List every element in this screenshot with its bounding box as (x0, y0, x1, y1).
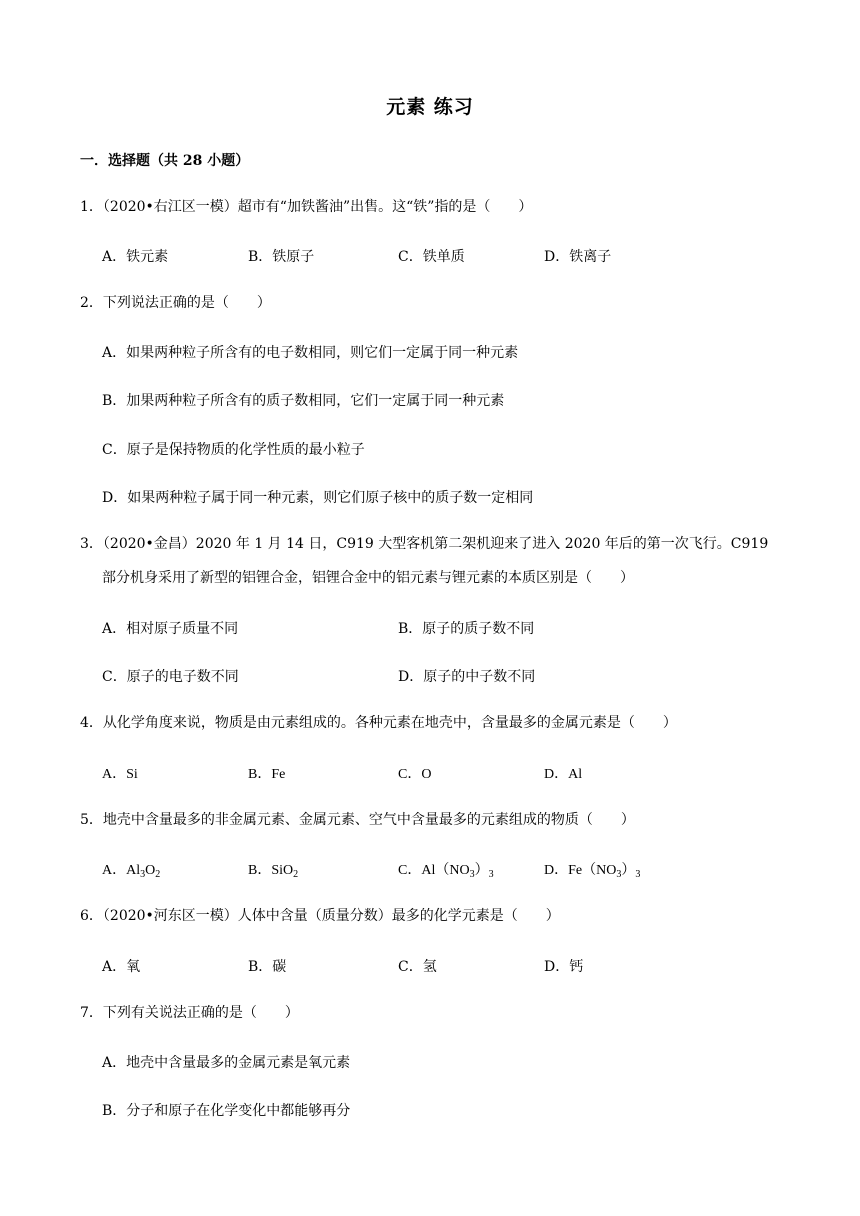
question-1-option-c: C．铁单质 (398, 249, 465, 265)
question-6-option-c: C．氢 (398, 959, 437, 975)
question-4-option-c: C．O (398, 767, 432, 782)
subscript: 2 (293, 869, 299, 880)
question-4-option-b: B．Fe (248, 767, 286, 782)
question-6-option-d: D．钙 (544, 959, 584, 975)
question-6-stem: 6．（2020•河东区一模）人体中含量（质量分数）最多的化学元素是（ ） (80, 908, 560, 924)
question-2-option-d: D．如果两种粒子属于同一种元素，则它们原子核中的质子数一定相同 (102, 490, 534, 506)
question-3-option-c: C．原子的电子数不同 (102, 669, 239, 685)
section-heading: 一．选择题（共 28 小题） (80, 153, 250, 169)
question-5-option-d (544, 859, 640, 879)
question-4-option-d: D．Al (544, 767, 583, 782)
formula-text: O (145, 863, 156, 878)
question-1-option-a: A．铁元素 (102, 249, 169, 265)
question-2-option-a: A．如果两种粒子所含有的电子数相同，则它们一定属于同一种元素 (102, 345, 519, 361)
subscript: 3 (140, 869, 146, 880)
question-7-option-a: A．地壳中含量最多的金属元素是氧元素 (102, 1055, 351, 1071)
question-2-stem: 2．下列说法正确的是（ ） (80, 295, 271, 311)
formula-text: ） (621, 863, 636, 878)
question-3-option-b: B．原子的质子数不同 (398, 621, 535, 637)
question-3-option-d: D．原子的中子数不同 (398, 669, 536, 685)
question-6-option-b: B．碳 (248, 959, 287, 975)
question-3-stem-line-1: 3．（2020•金昌）2020 年 1 月 14 日，C919 大型客机第二架机迎来了进入 2020 年后的第一次飞行。C919 (80, 536, 769, 552)
question-4-stem: 4．从化学角度来说，物质是由元素组成的。各种元素在地壳中，含量最多的金属元素是（ ） (80, 715, 677, 731)
question-1-option-b: B．铁原子 (248, 249, 315, 265)
formula-text: C．Al（NO (398, 863, 470, 878)
subscript: 3 (469, 869, 475, 880)
question-3-stem-line-2: 部分机身采用了新型的铝锂合金，铝锂合金中的铝元素与锂元素的本质区别是（ ） (102, 570, 634, 586)
question-5-option-b (248, 859, 298, 879)
question-2-option-c: C．原子是保持物质的化学性质的最小粒子 (102, 442, 365, 458)
page-title: 元素 练习 (386, 96, 474, 118)
question-4-option-a: A．Si (102, 767, 138, 782)
formula-text: A．Al (102, 863, 141, 878)
question-5-option-a (102, 859, 160, 879)
question-2-option-b: B．加果两种粒子所含有的质子数相同，它们一定属于同一种元素 (102, 393, 505, 409)
formula-text: D．Fe（NO (544, 863, 617, 878)
question-7-stem: 7．下列有关说法正确的是（ ） (80, 1005, 299, 1021)
formula-text: B．SiO (248, 863, 294, 878)
question-7-option-b: B．分子和原子在化学变化中都能够再分 (102, 1103, 351, 1119)
question-6-option-a: A．氧 (102, 959, 141, 975)
subscript: 3 (616, 869, 622, 880)
question-1-stem: 1．（2020•右江区一模）超市有“加铁酱油”出售。这“铁”指的是（ ） (80, 199, 533, 215)
formula-text: ） (474, 863, 489, 878)
subscript: 3 (635, 869, 641, 880)
question-5-option-c (398, 859, 494, 879)
subscript: 3 (488, 869, 494, 880)
subscript: 2 (155, 869, 161, 880)
question-5-stem: 5．地壳中含量最多的非金属元素、金属元素、空气中含量最多的元素组成的物质（ ） (80, 812, 635, 828)
question-3-option-a: A．相对原子质量不同 (102, 621, 239, 637)
question-1-option-d: D．铁离子 (544, 249, 612, 265)
